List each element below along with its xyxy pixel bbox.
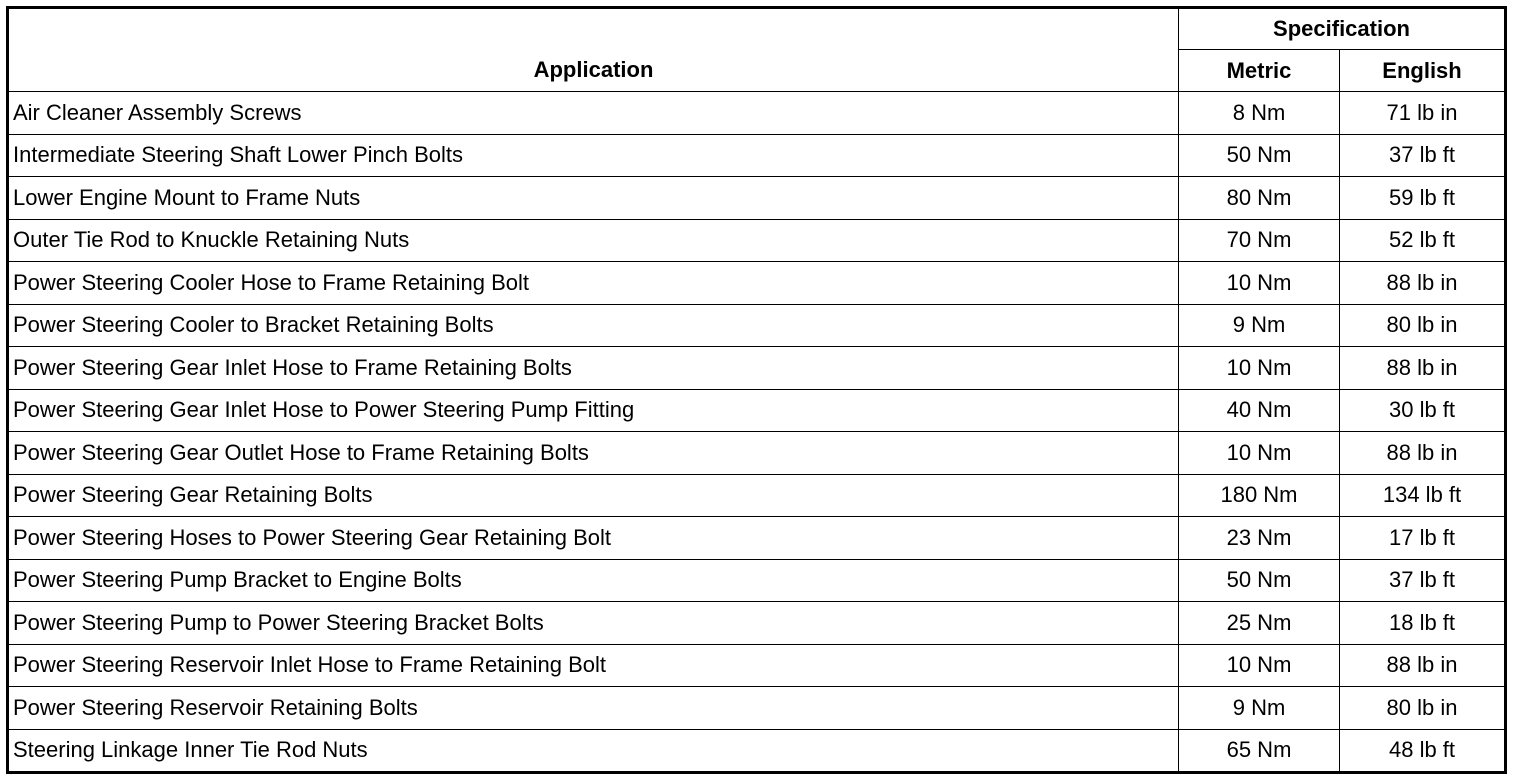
metric-cell: 9 Nm xyxy=(1179,304,1340,347)
english-cell: 88 lb in xyxy=(1340,347,1506,390)
metric-cell: 50 Nm xyxy=(1179,559,1340,602)
metric-cell: 10 Nm xyxy=(1179,644,1340,687)
english-cell: 88 lb in xyxy=(1340,432,1506,475)
torque-spec-table xyxy=(6,6,1507,774)
header-row-top xyxy=(8,8,1506,50)
table-row xyxy=(8,262,1506,305)
table-row xyxy=(8,517,1506,560)
metric-cell: 8 Nm xyxy=(1179,92,1340,135)
metric-cell: 23 Nm xyxy=(1179,517,1340,560)
english-cell: 37 lb ft xyxy=(1340,134,1506,177)
application-cell: Power Steering Pump to Power Steering Bracket Bolts xyxy=(8,602,1179,645)
header-specification: Specification xyxy=(1179,8,1506,50)
application-cell: Power Steering Cooler Hose to Frame Retaining Bolt xyxy=(8,262,1179,305)
english-cell: 59 lb ft xyxy=(1340,177,1506,220)
application-cell: Air Cleaner Assembly Screws xyxy=(8,92,1179,135)
table-row xyxy=(8,92,1506,135)
application-cell: Power Steering Gear Inlet Hose to Frame Retaining Bolts xyxy=(8,347,1179,390)
application-cell: Power Steering Reservoir Retaining Bolts xyxy=(8,687,1179,730)
metric-cell: 70 Nm xyxy=(1179,219,1340,262)
application-cell: Power Steering Pump Bracket to Engine Bolts xyxy=(8,559,1179,602)
application-cell: Power Steering Gear Inlet Hose to Power Steering Pump Fitting xyxy=(8,389,1179,432)
english-cell: 18 lb ft xyxy=(1340,602,1506,645)
metric-cell: 40 Nm xyxy=(1179,389,1340,432)
metric-cell: 10 Nm xyxy=(1179,262,1340,305)
application-cell: Steering Linkage Inner Tie Rod Nuts xyxy=(8,729,1179,773)
metric-cell: 9 Nm xyxy=(1179,687,1340,730)
header-application: Application xyxy=(8,8,1179,92)
application-cell: Power Steering Gear Retaining Bolts xyxy=(8,474,1179,517)
table-row xyxy=(8,474,1506,517)
application-cell: Power Steering Reservoir Inlet Hose to Frame Retaining Bolt xyxy=(8,644,1179,687)
application-cell: Lower Engine Mount to Frame Nuts xyxy=(8,177,1179,220)
metric-cell: 180 Nm xyxy=(1179,474,1340,517)
english-cell: 88 lb in xyxy=(1340,262,1506,305)
table-row xyxy=(8,687,1506,730)
table-row xyxy=(8,729,1506,773)
table-row xyxy=(8,644,1506,687)
table-row xyxy=(8,304,1506,347)
english-cell: 17 lb ft xyxy=(1340,517,1506,560)
application-cell: Intermediate Steering Shaft Lower Pinch Bolts xyxy=(8,134,1179,177)
english-cell: 80 lb in xyxy=(1340,687,1506,730)
english-cell: 52 lb ft xyxy=(1340,219,1506,262)
metric-cell: 10 Nm xyxy=(1179,432,1340,475)
english-cell: 71 lb in xyxy=(1340,92,1506,135)
table-row xyxy=(8,219,1506,262)
english-cell: 37 lb ft xyxy=(1340,559,1506,602)
table-row xyxy=(8,432,1506,475)
english-cell: 80 lb in xyxy=(1340,304,1506,347)
spec-table-body xyxy=(8,92,1506,773)
metric-cell: 65 Nm xyxy=(1179,729,1340,773)
application-cell: Power Steering Cooler to Bracket Retaining Bolts xyxy=(8,304,1179,347)
english-cell: 88 lb in xyxy=(1340,644,1506,687)
metric-cell: 80 Nm xyxy=(1179,177,1340,220)
application-cell: Power Steering Hoses to Power Steering Gear Retaining Bolt xyxy=(8,517,1179,560)
metric-cell: 50 Nm xyxy=(1179,134,1340,177)
table-row xyxy=(8,177,1506,220)
table-row xyxy=(8,347,1506,390)
english-cell: 48 lb ft xyxy=(1340,729,1506,773)
application-cell: Power Steering Gear Outlet Hose to Frame Retaining Bolts xyxy=(8,432,1179,475)
application-cell: Outer Tie Rod to Knuckle Retaining Nuts xyxy=(8,219,1179,262)
header-metric: Metric xyxy=(1179,50,1340,92)
english-cell: 30 lb ft xyxy=(1340,389,1506,432)
table-row xyxy=(8,389,1506,432)
table-row xyxy=(8,559,1506,602)
table-row xyxy=(8,134,1506,177)
table-row xyxy=(8,602,1506,645)
english-cell: 134 lb ft xyxy=(1340,474,1506,517)
header-english: English xyxy=(1340,50,1506,92)
metric-cell: 10 Nm xyxy=(1179,347,1340,390)
metric-cell: 25 Nm xyxy=(1179,602,1340,645)
